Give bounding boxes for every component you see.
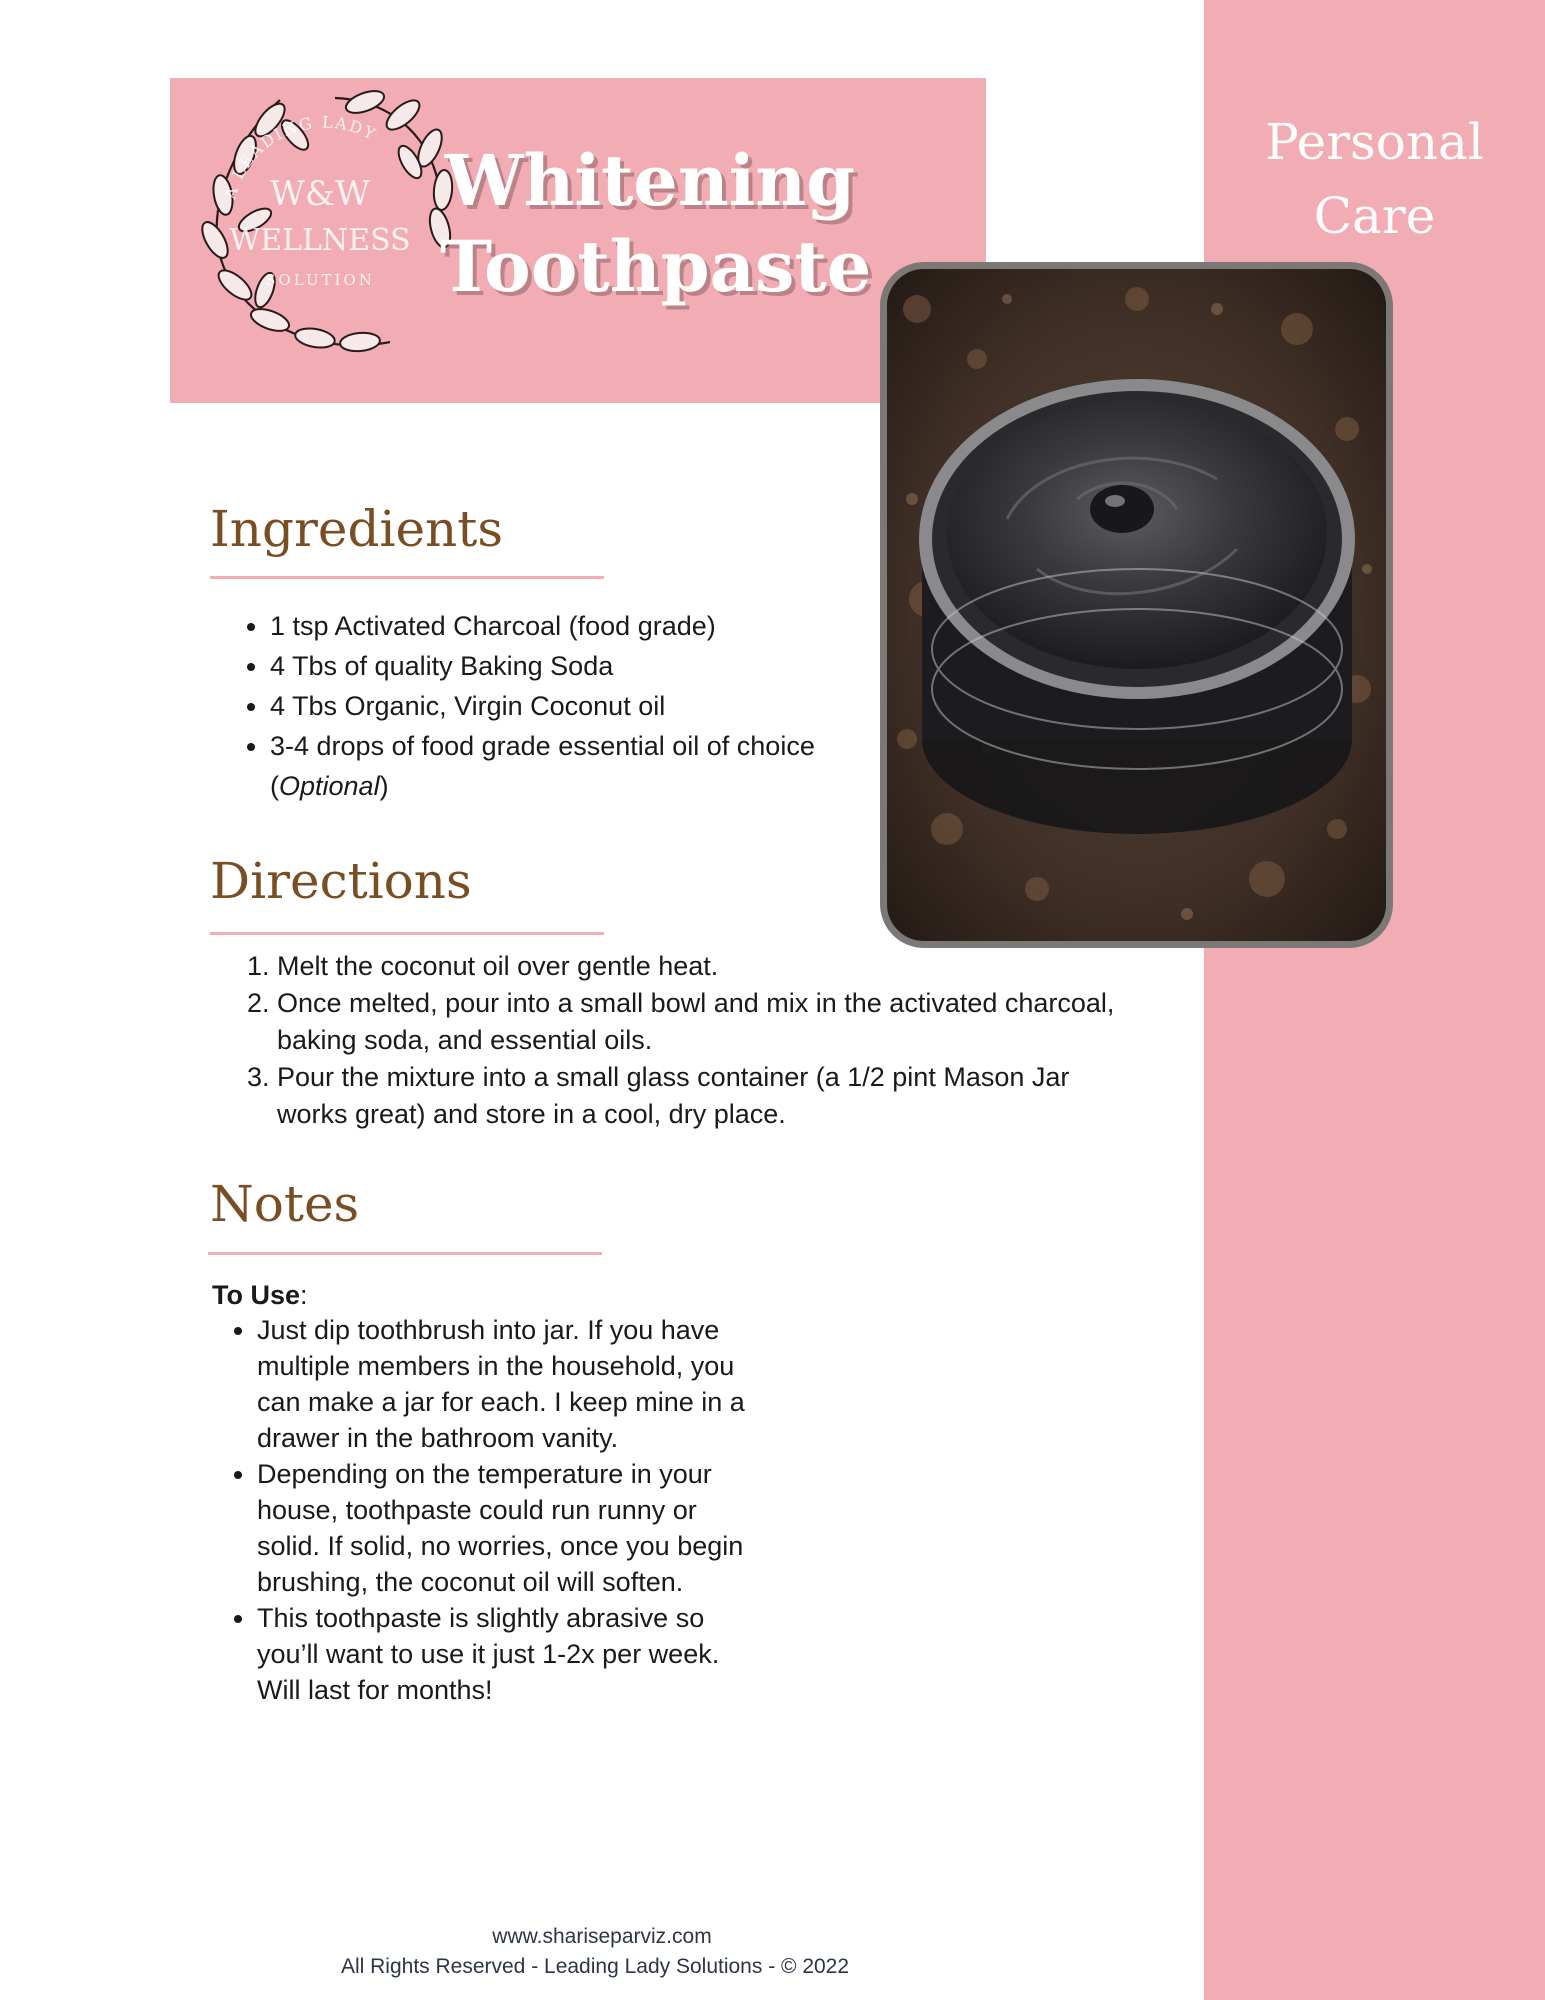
to-use-text: To Use xyxy=(212,1280,301,1310)
item-text: 3-4 drops of food grade essential oil of choice ( xyxy=(270,731,815,801)
category-label-line2: Care xyxy=(1313,187,1436,245)
laurel-wreath-logo-icon xyxy=(175,80,465,365)
footer-website: www.shariseparviz.com xyxy=(492,1925,712,1948)
category-label xyxy=(1204,105,1545,253)
optional-label: Optional xyxy=(279,771,380,801)
to-use-label xyxy=(212,1275,308,1315)
list-item xyxy=(270,726,830,806)
title-line1: Whitening xyxy=(444,139,856,222)
notes-divider xyxy=(208,1252,602,1255)
logo-line2: WELLNESS xyxy=(229,223,411,258)
list-item: 3. Pour the mixture into a small glass container (a 1/2 pint Mason Jar works great) and store in a cool, dry place. xyxy=(277,1059,1137,1133)
category-label-line1: Personal xyxy=(1265,113,1484,171)
list-item: • 4 Tbs of quality Baking Soda xyxy=(270,646,830,686)
list-item: • This toothpaste is slightly abrasive so you’ll want to use it just 1-2x per week. Will last for months! xyxy=(257,1600,767,1708)
directions-heading: Directions xyxy=(210,852,472,910)
item-text: ) xyxy=(379,771,389,801)
notes-list xyxy=(217,1312,767,1708)
list-item: • Depending on the temperature in your house, toothpaste could run runny or solid. If solid, no worries, once you begin brushing, the coconut oil will soften. xyxy=(257,1456,767,1600)
title-line2: Toothpaste xyxy=(440,225,872,308)
directions-divider xyxy=(210,932,604,935)
list-item: • 4 Tbs Organic, Virgin Coconut oil xyxy=(270,686,830,726)
logo-arc-text: A LEADING LADY xyxy=(220,112,380,202)
ingredients-heading: Ingredients xyxy=(210,500,503,558)
ingredients-divider xyxy=(210,576,604,579)
directions-list xyxy=(237,948,1137,1133)
to-use-colon: : xyxy=(300,1280,308,1310)
page-title xyxy=(440,138,872,310)
list-item: • Just dip toothbrush into jar. If you have multiple members in the household, you can make a jar for each. I keep mine in a drawer in the bathroom vanity. xyxy=(257,1312,767,1456)
charcoal-toothpaste-jar-photo xyxy=(880,262,1393,948)
list-item: 1. Melt the coconut oil over gentle heat. xyxy=(277,948,1137,985)
logo-line1: W&W xyxy=(269,174,371,214)
list-item: 2. Once melted, pour into a small bowl and mix in the activated charcoal, baking soda, and essential oils. xyxy=(277,985,1137,1059)
list-item: • 1 tsp Activated Charcoal (food grade) xyxy=(270,606,830,646)
ingredients-list xyxy=(230,606,830,806)
footer-rights: All Rights Reserved - Leading Lady Solutions - © 2022 xyxy=(340,1955,850,1978)
notes-heading: Notes xyxy=(210,1175,360,1233)
logo-line3: SOLUTION xyxy=(265,271,375,289)
